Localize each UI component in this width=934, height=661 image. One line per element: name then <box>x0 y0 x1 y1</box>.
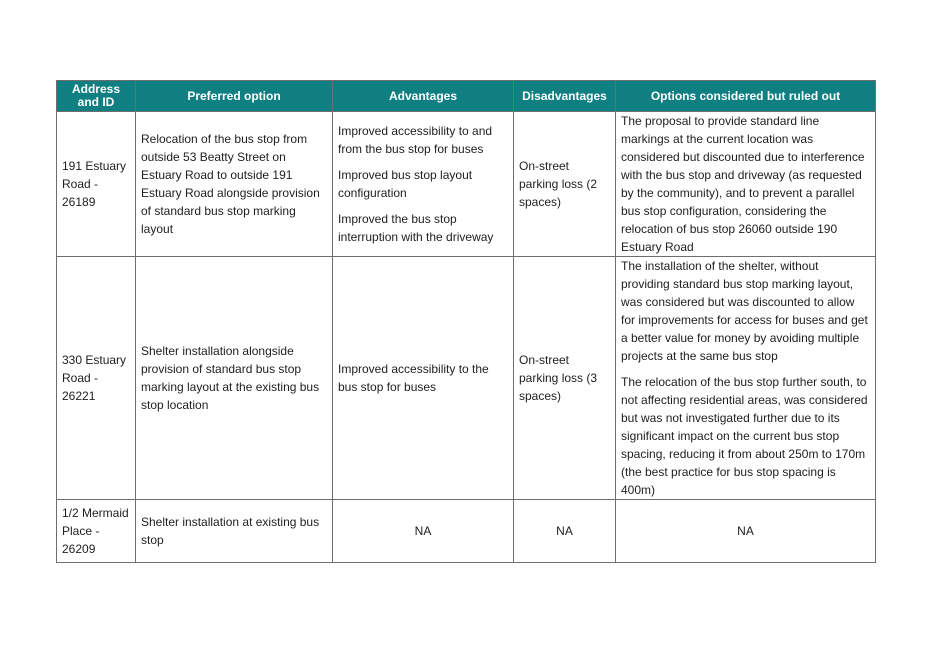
advantages-cell <box>333 257 514 500</box>
advantage-item: Improved the bus stop interruption with the driveway <box>338 212 494 244</box>
ruled-out-item: The installation of the shelter, without providing standard bus stop marking layout, was considered but was discounted to allow for improvements for access for buses and get a better value for money by avoiding multiple projects at the same bus stop <box>621 259 868 363</box>
address-cell: 191 Estuary Road - 26189 <box>57 112 136 257</box>
bus-stop-options-table <box>56 80 876 563</box>
address-cell: 330 Estuary Road - 26221 <box>57 257 136 500</box>
header-preferred-option: Preferred option <box>136 81 333 112</box>
disadvantages-cell: NA <box>514 500 616 563</box>
ruled-out-cell <box>616 257 876 500</box>
advantage-item: Improved accessibility to and from the bus stop for buses <box>338 124 493 156</box>
address-cell: 1/2 Mermaid Place - 26209 <box>57 500 136 563</box>
table-row <box>57 112 876 257</box>
preferred-option-cell: Shelter installation alongside provision of standard bus stop marking layout at the existing bus stop location <box>136 257 333 500</box>
ruled-out-cell <box>616 112 876 257</box>
header-advantages: Advantages <box>333 81 514 112</box>
header-ruled-out: Options considered but ruled out <box>616 81 876 112</box>
advantages-cell <box>333 112 514 257</box>
preferred-option-cell: Shelter installation at existing bus stop <box>136 500 333 563</box>
advantages-cell: NA <box>333 500 514 563</box>
ruled-out-cell: NA <box>616 500 876 563</box>
ruled-out-item: The relocation of the bus stop further south, to not affecting residential areas, was considered but was not investigated further due to its significant impact on the current bus stop spacing, reducing it from about 250m to 170m (the best practice for bus stop spacing is 400m) <box>621 375 868 497</box>
table-row <box>57 500 876 563</box>
table-header-row <box>57 81 876 112</box>
advantage-item: Improved accessibility to the bus stop for buses <box>338 362 489 394</box>
ruled-out-item: The proposal to provide standard line markings at the current location was considered but discounted due to interference with the bus stop and driveway (as requested by the community), and to prevent a parallel bus stop configuration, considering the relocation of bus stop 26060 outside 190 Estuary Road <box>621 114 865 254</box>
advantage-item: Improved bus stop layout configuration <box>338 168 473 200</box>
disadvantages-cell: On-street parking loss (3 spaces) <box>514 257 616 500</box>
table-row <box>57 257 876 500</box>
header-address: Address and ID <box>57 81 136 112</box>
disadvantages-cell: On-street parking loss (2 spaces) <box>514 112 616 257</box>
header-disadvantages: Disadvantages <box>514 81 616 112</box>
preferred-option-cell: Relocation of the bus stop from outside 53 Beatty Street on Estuary Road to outside 191 Estuary Road alongside provision of standard bus stop marking layout <box>136 112 333 257</box>
